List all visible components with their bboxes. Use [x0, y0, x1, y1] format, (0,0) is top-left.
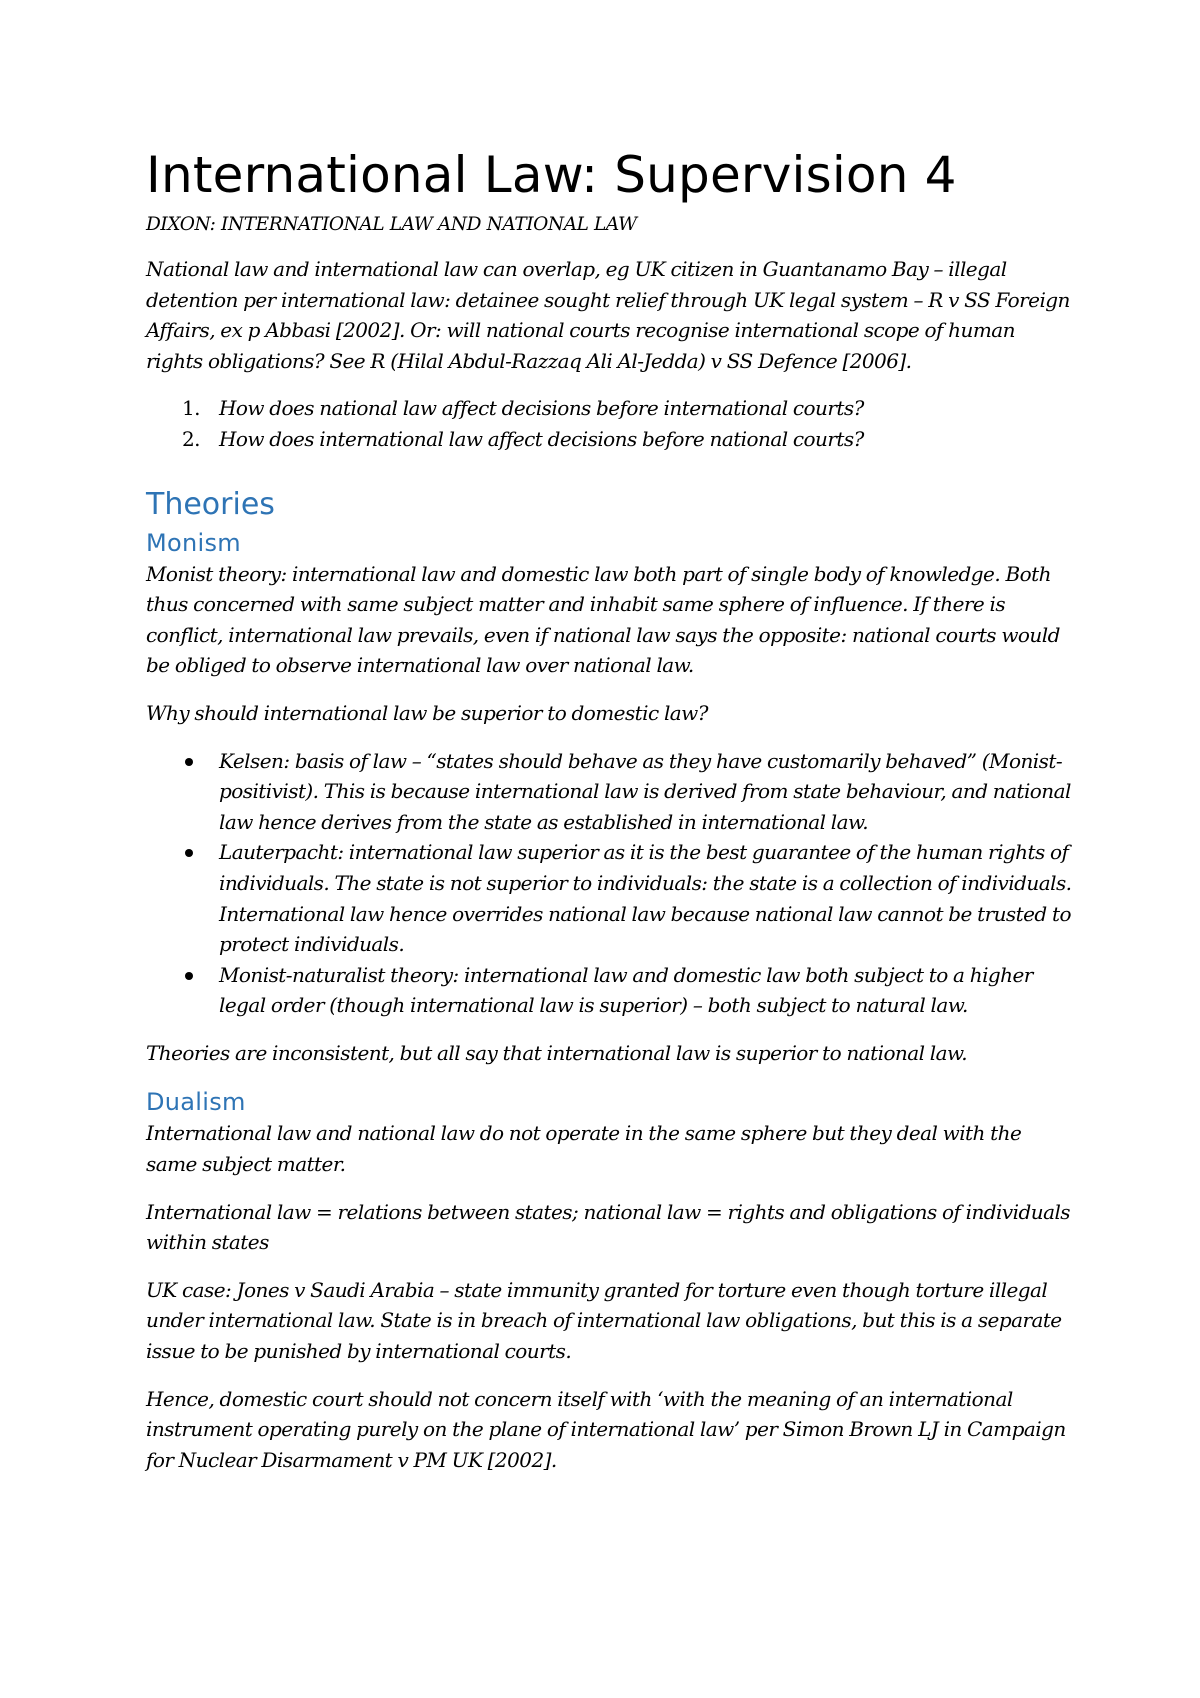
bullet-icon [185, 849, 193, 857]
monism-bullet-list [146, 746, 1076, 1021]
dualism-paragraph-4: Hence, domestic court should not concern itself with ‘with the meaning of an international instrument operating purely on the plane of international law’ per Simon Brown LJ in Campaign for Nuclear Disarmament v PM UK [2002]. [146, 1386, 1066, 1472]
list-number: 1. [182, 396, 200, 421]
list-item-text: How does international law affect decisions before national courts? [219, 426, 864, 451]
list-number: 2. [182, 426, 200, 451]
document-subtitle: DIXON: INTERNATIONAL LAW AND NATIONAL LAW [146, 214, 637, 235]
dualism-paragraph-1: International law and national law do not operate in the same sphere but they deal with the same subject matter. [146, 1121, 1022, 1177]
theories-heading: Theories [146, 486, 275, 522]
list-item-text: How does national law affect decisions before international courts? [219, 396, 864, 421]
list-item [146, 837, 1076, 959]
list-item-text: Lauterpacht: international law superior as it is the best guarantee of the human rights of individuals. The state is not superior to individuals: the state is a collection of individuals. International law hence overrides national law because national law cannot be trusted to protect individuals. [219, 840, 1072, 957]
list-item-text: Monist-naturalist theory: international law and domestic law both subject to a higher legal order (though international law is superior) – both subject to natural law. [219, 962, 1033, 1018]
document-body [146, 142, 1076, 1492]
list-item [146, 424, 1076, 455]
list-item [146, 746, 1076, 838]
dualism-paragraph-2: International law = relations between states; national law = rights and obligations of individuals within states [146, 1199, 1071, 1255]
monism-heading: Monism [146, 528, 241, 557]
intro-paragraph: National law and international law can overlap, eg UK citizen in Guantanamo Bay – illegal detention per international law: detainee sought relief through UK legal system – R v SS Foreign Affairs, ex p Abbasi [2002]. Or: will national courts recognise international scope of human rights obligations? See R (Hilal Abdul-Razzaq Ali Al-Jedda) v SS Defence [2006]. [146, 257, 1070, 373]
list-item [146, 960, 1076, 1021]
list-item [146, 393, 1076, 424]
questions-list [146, 393, 1076, 454]
monism-conclusion: Theories are inconsistent, but all say that international law is superior to national law. [146, 1040, 968, 1065]
bullet-icon [185, 972, 193, 980]
document-title: International Law: Supervision 4 [146, 146, 957, 204]
dualism-paragraph-3: UK case: Jones v Saudi Arabia – state immunity granted for torture even though torture illegal under international law. State is in breach of international law obligations, but this is a separate issue to be punished by international courts. [146, 1277, 1062, 1364]
monism-paragraph: Monist theory: international law and domestic law both part of single body of knowledge. Both thus concerned with same subject matter and inhabit same sphere of influence. If there is conflict, international law prevails, even if national law says the opposite: national courts would be obliged to observe international law over national law. [146, 561, 1060, 678]
dualism-heading: Dualism [146, 1088, 246, 1117]
bullet-icon [185, 758, 193, 766]
monism-question: Why should international law be superior to domestic law? [146, 700, 708, 725]
list-item-text: Kelsen: basis of law – “states should behave as they have customarily behaved” (Monist-positivist). This is because international law is derived from state behaviour, and national law hence derives from the state as established in international law. [219, 748, 1071, 834]
